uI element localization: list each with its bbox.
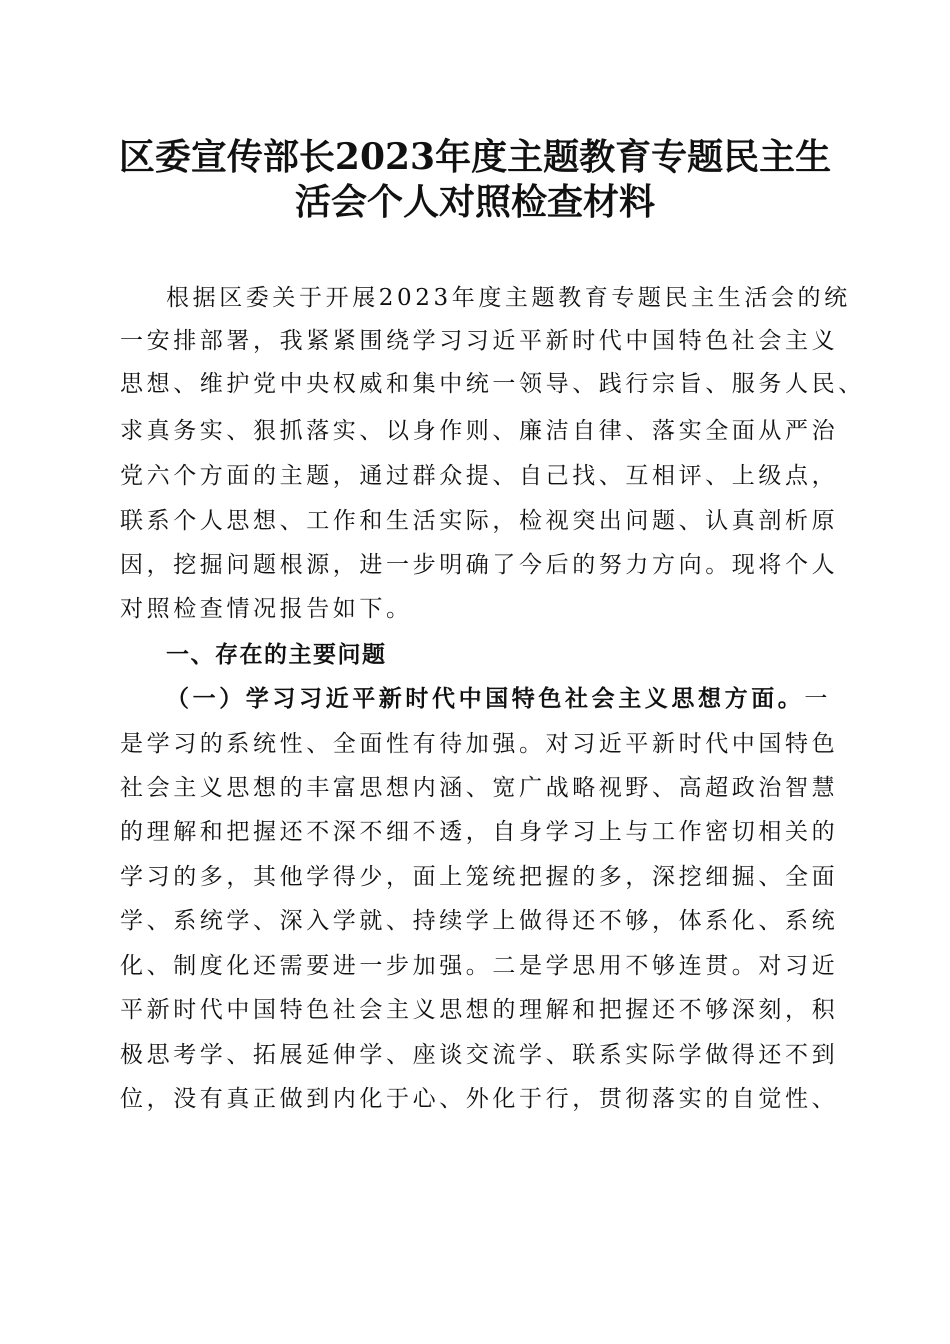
intro-line: 求真务实、狠抓落实、以身作则、廉洁自律、落实全面从严治 — [120, 418, 839, 444]
document-title-line-2: 活会个人对照检查材料 — [294, 181, 655, 223]
intro-line: 对照检查情况报告如下。 — [120, 596, 413, 622]
body-line: 的理解和把握还不深不细不透，自身学习上与工作密切相关的 — [120, 819, 839, 845]
body-line: 社会主义思想的丰富思想内涵、宽广战略视野、高超政治智慧 — [120, 775, 839, 801]
subsection-lead: （一）学习习近平新时代中国特色社会主义思想方面。 — [166, 685, 805, 712]
body-line: 平新时代中国特色社会主义思想的理解和把握还不够深刻，积 — [120, 997, 839, 1023]
intro-line: 一安排部署，我紧紧围绕学习习近平新时代中国特色社会主义 — [120, 328, 839, 354]
subsection-first-line — [166, 684, 831, 714]
intro-line: 党六个方面的主题，通过群众提、自己找、互相评、上级点， — [120, 463, 839, 489]
document-title-line-1: 区委宣传部长2023年度主题教育专题民主生 — [118, 136, 832, 178]
body-line: 化、制度化还需要进一步加强。二是学思用不够连贯。对习近 — [120, 953, 839, 979]
subsection-lead-tail: 一 — [804, 686, 832, 712]
body-line: 学、系统学、深入学就、持续学上做得还不够，体系化、系统 — [120, 908, 839, 934]
intro-line: 根据区委关于开展2023年度主题教育专题民主生活会的统 — [166, 285, 851, 311]
intro-line: 思想、维护党中央权威和集中统一领导、践行宗旨、服务人民、 — [120, 371, 865, 397]
body-line: 极思考学、拓展延伸学、座谈交流学、联系实际学做得还不到 — [120, 1042, 839, 1068]
section-heading: 一、存在的主要问题 — [166, 642, 387, 668]
body-line: 位，没有真正做到内化于心、外化于行，贯彻落实的自觉性、 — [120, 1086, 839, 1112]
body-line: 是学习的系统性、全面性有待加强。对习近平新时代中国特色 — [120, 731, 839, 757]
body-line: 学习的多，其他学得少，面上笼统把握的多，深挖细掘、全面 — [120, 864, 839, 890]
intro-line: 联系个人思想、工作和生活实际，检视突出问题、认真剖析原 — [120, 508, 839, 534]
intro-line: 因，挖掘问题根源，进一步明确了今后的努力方向。现将个人 — [120, 552, 839, 578]
